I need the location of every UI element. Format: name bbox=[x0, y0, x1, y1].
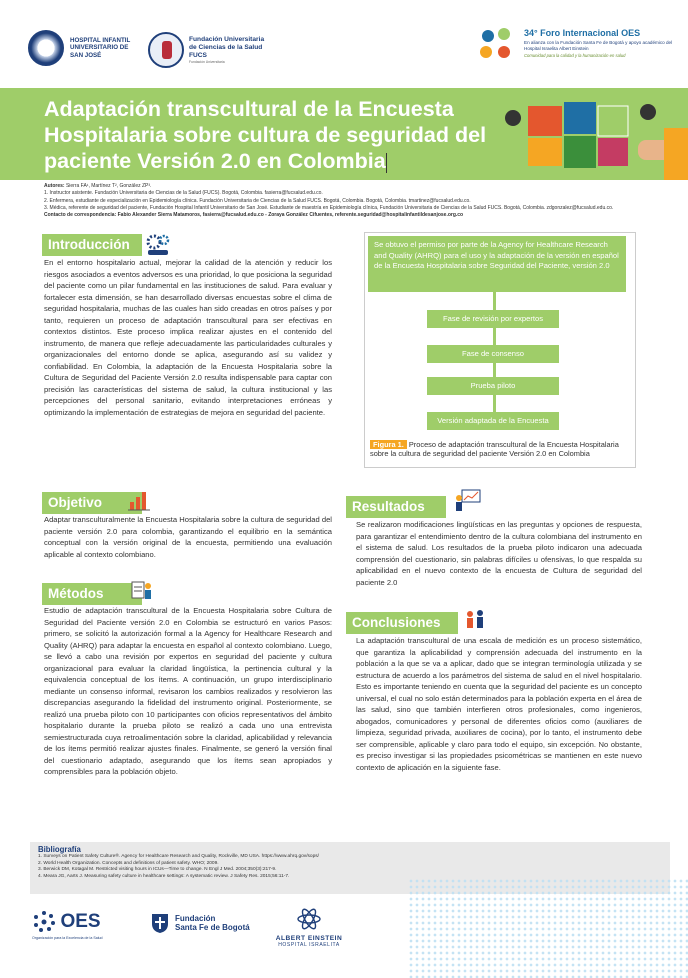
reference-item: 4. Meara JG, Aarts J. Measuring safety culture in healthcare settings: A systematic review. J Safety Res. 2015;56:11-7. bbox=[38, 873, 290, 879]
poster-title: Adaptación transcultural de la Encuesta Hospitalaria sobre cultura de seguridad del paciente Versión 2.0 en Colombia bbox=[44, 97, 487, 174]
hospital-logo: HOSPITAL INFANTIL UNIVERSITARIO DE SAN JOSÉ bbox=[28, 30, 132, 66]
flow-connector bbox=[493, 292, 496, 310]
reference-item: 2. World Health Organization. Concepts and definitions of patient safety. WHO; 2009. bbox=[38, 860, 219, 866]
flow-step-consenso: Fase de consenso bbox=[427, 345, 559, 363]
contact-info: Fabio Alexander Sierra Matamoros, fasierra@fucsalud.edu.co - Zoraya González Cifuentes, referente.seguridad@hospitalinfantildesanjose.org.co bbox=[117, 212, 464, 218]
oes-wordmark: OES bbox=[60, 911, 101, 932]
fsfb-sub: Santa Fe de Bogotá bbox=[175, 923, 250, 932]
poster-header bbox=[0, 0, 688, 92]
affiliation-1: 1. Instructor asistente. Fundación Universitaria de Ciencias de la Salud (FUCS). Bogotá, Colombia. fasierra@fucsalud.edu.co. bbox=[44, 190, 323, 197]
flow-step-piloto: Prueba piloto bbox=[427, 377, 559, 395]
decorative-dot-pattern bbox=[408, 878, 688, 978]
forum-title: 34° Foro Internacional OES bbox=[524, 28, 641, 38]
reference-item: 1. Surveys on Patient Safety Culture®. Agency for Healthcare Research and Quality, Rockville, MD USA. https://www.ahrq.gov/sops/ bbox=[38, 854, 319, 859]
affiliation-2: 2. Enfermera, estudiante de especialización en Epidemiología clínica. Fundación Universitaria de Ciencias de la Salud FUCS. Bogotá, Colombia. Bogotá, Colombia. tmartinez@fucsalud.edu.co. bbox=[44, 197, 471, 204]
reference-item: 3. Berwick DM, Kotagal M. Restricted visiting hours in ICUs—Time to change. N Engl J Med. 2004;350(3):217-9. bbox=[38, 867, 277, 873]
fucs-logo bbox=[148, 32, 269, 68]
einstein-sub: HOSPITAL ISRAELITA bbox=[278, 942, 340, 948]
presentation-board-icon bbox=[454, 488, 482, 512]
bibliography-heading: Bibliografía bbox=[38, 845, 81, 854]
forum-tagline: Comunidad para la calidad y la humanización en salud bbox=[524, 53, 626, 59]
metodos-heading: Métodos bbox=[42, 583, 142, 605]
einstein-name: ALBERT EINSTEIN bbox=[275, 935, 343, 942]
hospital-seal-icon bbox=[28, 30, 64, 66]
puzzle-hands-illustration bbox=[488, 88, 688, 180]
oes-dots-icon bbox=[32, 910, 56, 934]
team-people-icon bbox=[462, 606, 490, 630]
objetivo-text: Adaptar transculturalmente la Encuesta Hospitalaria sobre la cultura de seguridad del paciente versión 2.0 para colombia, garantizando el equilibrio en la semántica conceptual con la versión original de la encuesta, permitiendo una evaluación aplicable al contexto colombiano. bbox=[44, 515, 332, 559]
figure-label: Figura 1. bbox=[370, 440, 407, 449]
metodos-text: Estudio de adaptación transcultural de la Encuesta Hospitalaria sobre Cultura de Seguridad del Paciente versión 2.0 en Colombia se estructuró en varios Pasos: primero, se solicitó la autorización formal a la Agency for Healthcare Research and Quality (AHRQ) para adaptar la encuesta en español al contexto colombiano. Luego, se llevó a cabo una revisión por expertos en seguridad del paciente y cultura organizacional para evaluar la claridad lingüística, la pertinencia cultural y la equivalencia conceptual de los ítems. A continuación, un grupo interdisciplinario mediante un consenso informal, revisaron los cambios realizados y resolvieron las discrepancias asegurando la fidelidad del instrumento original. Posteriormente, se realizó una prueba piloto con 10 participantes con oficios representativos del ámbito hospitalario durante la prueba piloto se realizó a cada uno una entrevista semiestructurada cuya retroalimentación sobre la claridad, aplicabilidad y relevancia de los ítems permitió realizar ajustes finales. Finalmente, se generó la versión final del cuestionario adaptado, asegurando que los ítems sean apropiados y comprensibles para la población objeto. bbox=[44, 606, 332, 777]
affiliation-3: 3. Médica, referente de seguridad del paciente, Fundación Hospital Infantil Universitario de San José. Estudiante de maestría en Epidemiología clínica, Fundación Universitaria de Ciencias de la Salud FUCS. Bogotá, Colombia. zdgonzalez@fucsalud.edu.co. bbox=[44, 204, 614, 211]
flow-connector bbox=[493, 328, 496, 345]
figure-1-caption: Figura 1. Proceso de adaptación transcultural de la Encuesta Hospitalaria sobre la cultura de seguridad del paciente Versión 2.0 en Colombia bbox=[370, 440, 619, 459]
fsfb-logo bbox=[150, 912, 250, 934]
flow-connector bbox=[493, 395, 496, 412]
oes-subtitle: Organización para la Excelencia de la Salud bbox=[32, 936, 103, 940]
introduccion-heading: Introducción bbox=[42, 234, 142, 256]
flow-step-version: Versión adaptada de la Encuesta bbox=[427, 412, 559, 430]
objetivo-heading: Objetivo bbox=[42, 492, 142, 514]
authors-block: Autores: Sierra FA¹, Martínez T², González ZP³. 1. Instructor asistente. Fundación Universitaria de Ciencias de la Salud (FUCS). Bogotá, Colombia. fasierra@fucsalud.edu.co. 2. Enfermera, estudiante de especialización en Epidemiología clínica. Fundación Universitaria de Ciencias de la Salud FUCS. Bogotá, Colombia. Bogotá, Colombia. tmartinez@fucsalud.edu.co. 3. Médica, referente de seguridad del paciente, Fundación Hospital Infantil Universitario de San José. Estudiante de maestría en Epidemiología clínica, Fundación Universitaria de Ciencias de la Salud FUCS. Bogotá, Colombia. zdgonzalez@fucsalud.edu.co. Contacto de correspondencia: Fabio Alexander Sierra Matamoros, fasierra@fucsalud.edu.co - Zoraya González Cifuentes, referente.seguridad@hospitalinfantildesanjose.org.co bbox=[44, 183, 644, 219]
fucs-name: Fundación Universitaria de Ciencias de la Salud bbox=[189, 36, 265, 51]
conclusiones-heading: Conclusiones bbox=[346, 612, 458, 634]
introduccion-text: En el entorno hospitalario actual, mejorar la calidad de la atención y reducir los riesgos asociados a eventos adversos es una prioridad, lo que posiciona la seguridad del paciente como un pilar fundamental en las instituciones de salud. Para evaluar y fortalecer esta dimensión, se han desarrollado diversas encuestas sobre el clima de seguridad hospitalaria, muchas de las cuales han sido creadas en otros países y por tanto, requieren un proceso de adaptación transcultural para ser efectivas en contextos distintos. Este proceso implica realizar ajustes en el contenido del instrumento, de manera que refleje adecuadamente las particularidades culturales y organizacionales del entorno donde se aplica, asegurando así su validez y confiabilidad. En Colombia, la adaptación de la Encuesta Hospitalaria sobre la Cultura de Seguridad del Paciente Versión 2.0 resulta indispensable para captar con precisión las características del sistema de salud, la cultura institucional y las percepciones del personal sanitario, evitando interpretaciones erróneas y optimizando la implementación de estrategias de mejora en seguridad del paciente. bbox=[44, 258, 332, 417]
fsfb-shield-icon bbox=[150, 912, 170, 934]
flow-connector bbox=[493, 363, 496, 377]
fucs-small: Fundación Universitaria bbox=[189, 59, 225, 64]
gears-hand-icon bbox=[144, 232, 172, 256]
oes-logo bbox=[32, 910, 103, 940]
conclusiones-text: La adaptación transcultural de una escala de medición es un proceso sistemático, que garantiza la aplicabilidad y comprensión adecuada del instrumento en la población a la que se va a aplicar, dado que se integran terminología utilizada y se estructura de acuerdo a los parámetros del sistema de salud en el nivel hospitalario. Esto es importante teniendo en cuenta que la seguridad del paciente es un concepto universal, el cual no solo están determinados para la población experta en el área de las salud, sino que también interfieren otros profesionales, como ingenieros, abogados, comunicadores y personal de diferentes oficios como (auxiliares de limpieza, seguridad privada, auxiliares de cocina), por lo tanto, el instrumento debe ser comprensible, aplicable y claro para todo el equipo, sin excepción. No obstante, es preciso investigar si las propiedades psicométricas se mantienen en este nuevo contexto de aplicación en la siguiente fase. bbox=[356, 636, 642, 772]
bar-chart-icon bbox=[124, 488, 152, 512]
forum-puzzle-icon bbox=[478, 26, 518, 66]
resultados-heading: Resultados bbox=[346, 496, 446, 518]
clipboard-person-icon bbox=[126, 578, 154, 602]
einstein-logo bbox=[264, 908, 354, 948]
flow-permission-box: Se obtuvo el permiso por parte de la Agency for Healthcare Research and Quality (AHRQ) para el uso y la adaptación de la versión en español de la Encuesta Hospitalaria sobre Seguridad del Paciente, versión 2.0 bbox=[368, 236, 626, 292]
author-names: Sierra FA¹, Martínez T², González ZP³. bbox=[65, 183, 152, 189]
flow-step-expertos: Fase de revisión por expertos bbox=[427, 310, 559, 328]
title-banner bbox=[0, 88, 688, 180]
resultados-text: Se realizaron modificaciones lingüísticas en las preguntas y opciones de respuesta, para garantizar el entendimiento dentro de la cultura colombiana del instrumento en el sistema de salud. Los resultados de la prueba piloto indicaron una adecuada comprensión del cuestionario, sin palabras difíciles u ofensivas, lo que respalda su aplicabilidad en el nuevo contexto de la encuesta de Cultura de seguridad del paciente 2.0 bbox=[356, 520, 642, 587]
forum-logo bbox=[524, 28, 674, 58]
fucs-crest-icon bbox=[148, 32, 184, 68]
fucs-abbrev: FUCS bbox=[189, 51, 207, 59]
fsfb-name: Fundación bbox=[175, 913, 216, 923]
footer-logos bbox=[0, 900, 688, 978]
forum-subtitle: En alianza con la Fundación Santa Fe de Bogotá y apoyo académico del Hospital Israelita Albert Einstein bbox=[524, 40, 673, 51]
einstein-atom-icon bbox=[296, 908, 322, 930]
